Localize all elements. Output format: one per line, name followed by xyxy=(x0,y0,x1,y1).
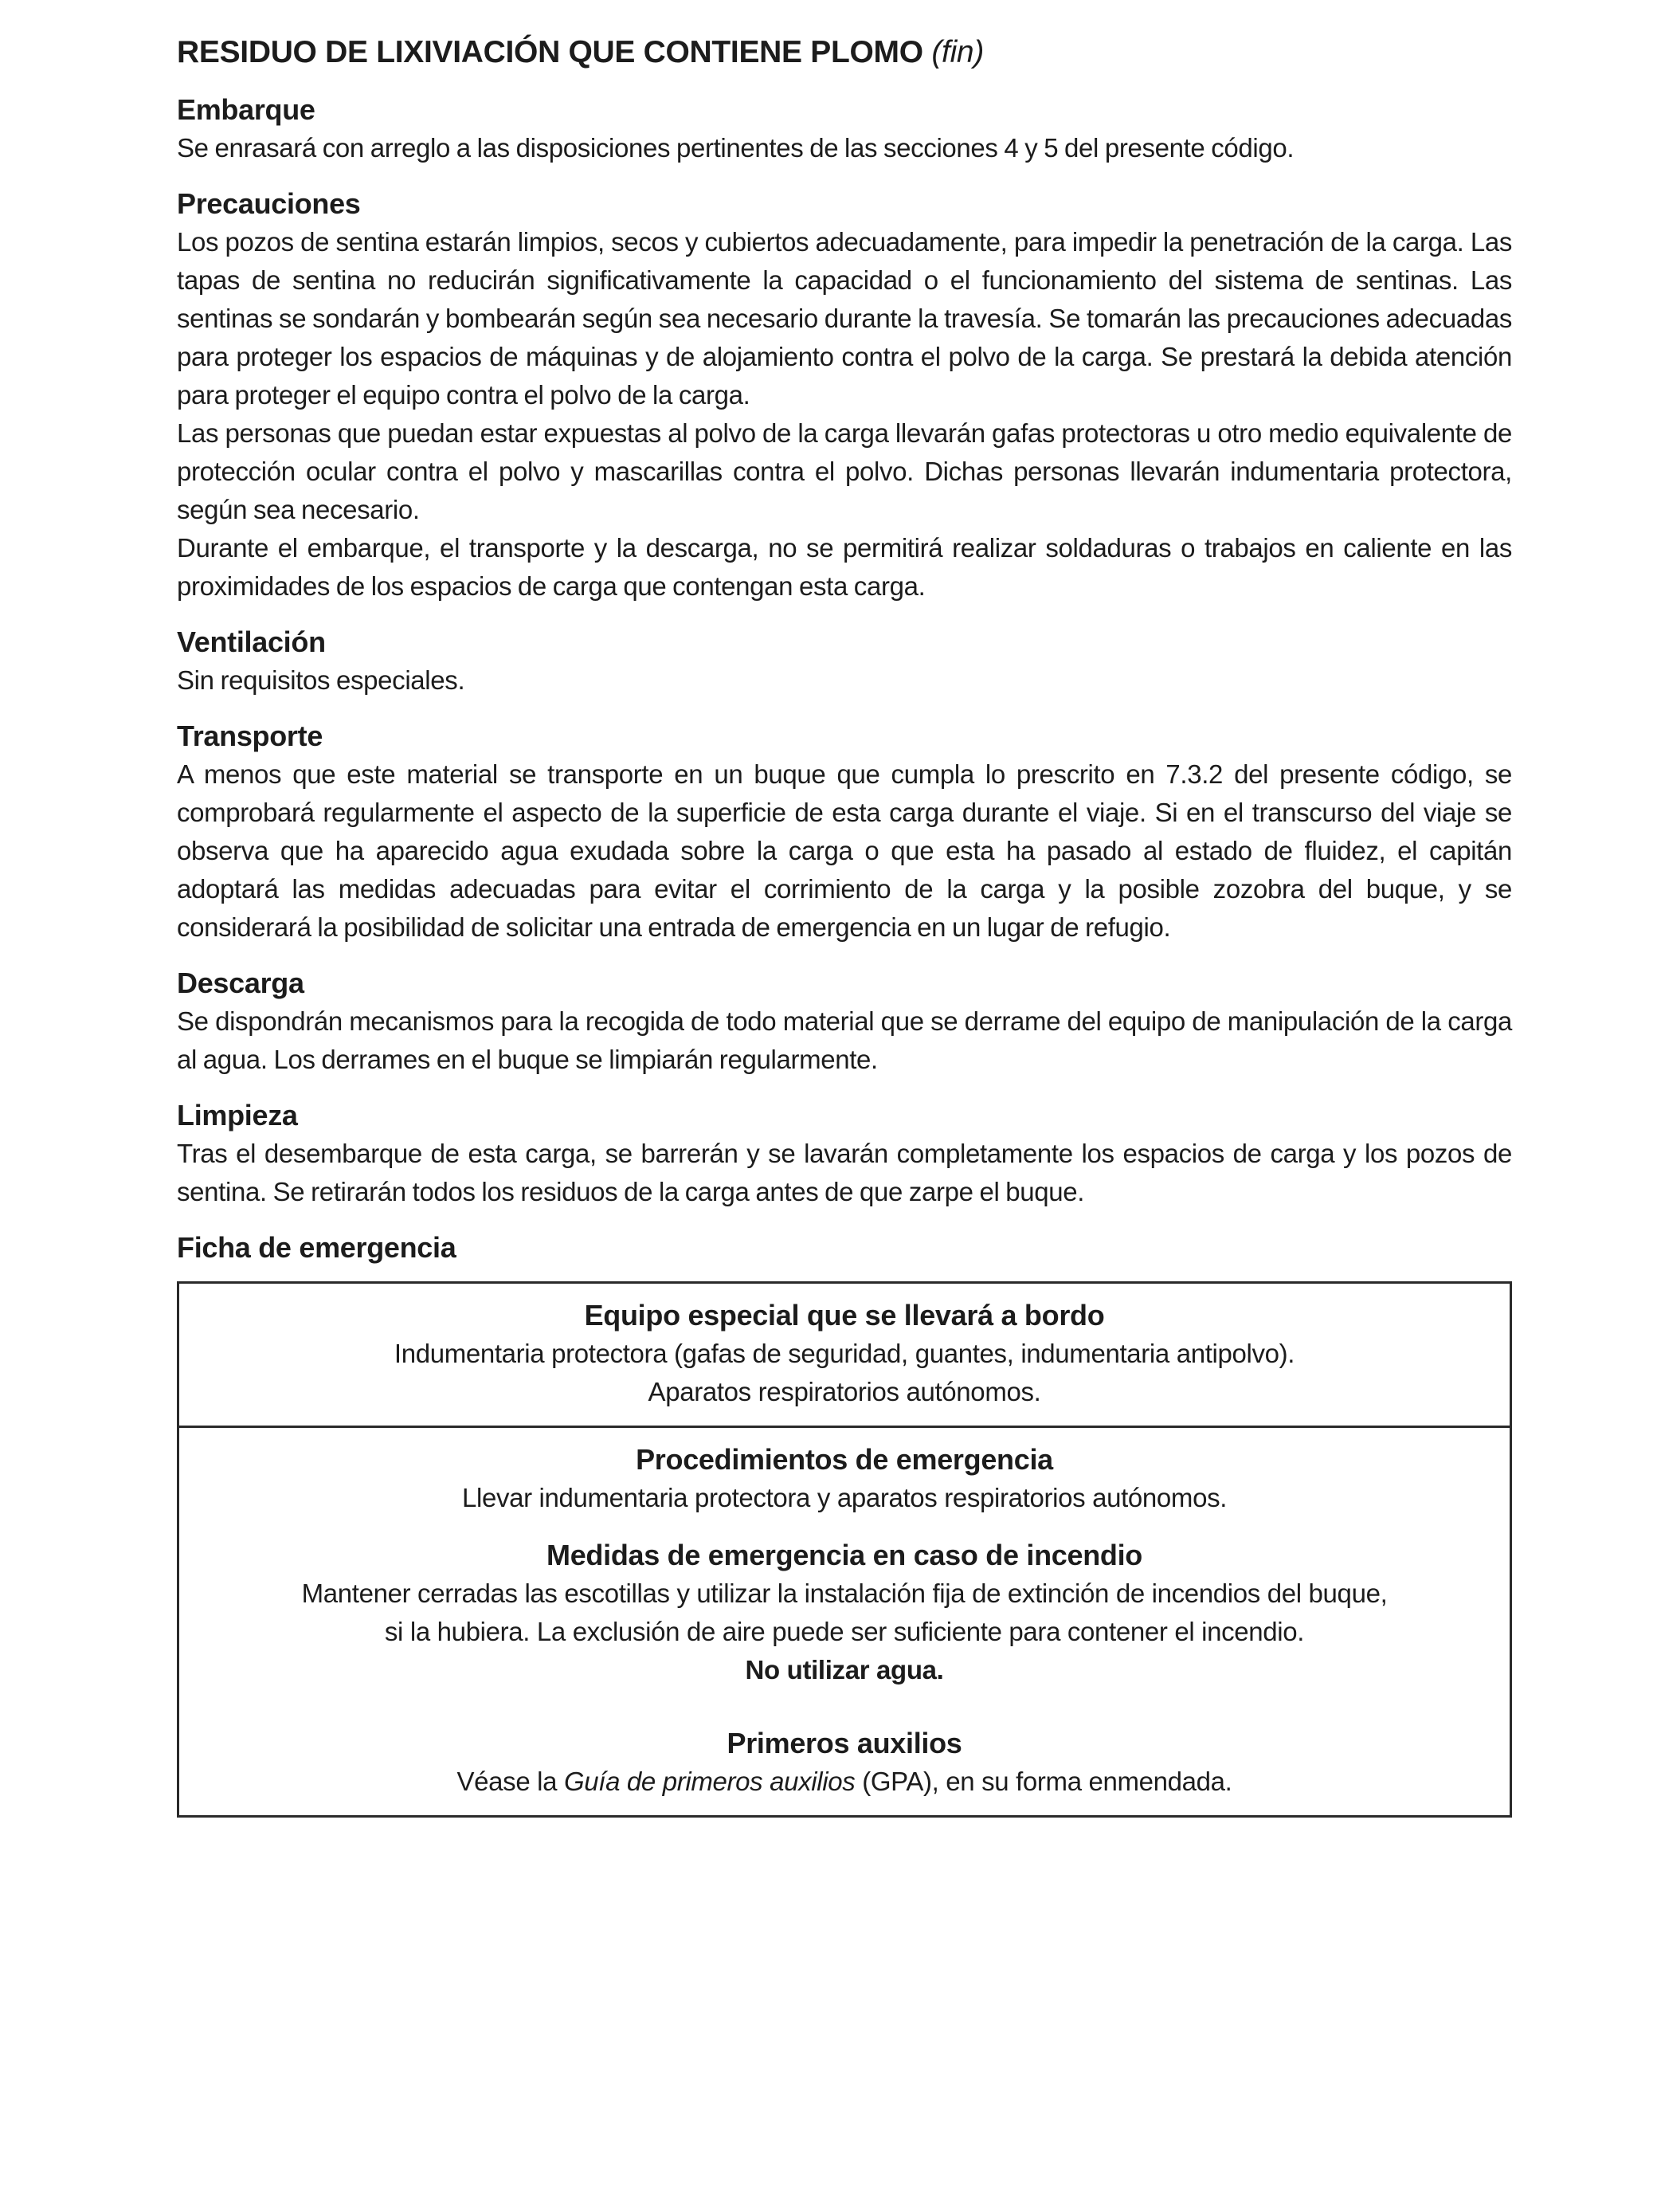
fire-line: Mantener cerradas las escotillas y utilizar la instalación fija de extinción de incendios del buque, xyxy=(301,1579,1388,1608)
fire-heading: Medidas de emergencia en caso de incendio xyxy=(546,1539,1142,1571)
title-text: RESIDUO DE LIXIVIACIÓN QUE CONTIENE PLOMO xyxy=(177,35,923,69)
fire-block xyxy=(187,1536,1502,1689)
section-paragraph: Los pozos de sentina estarán limpios, secos y cubiertos adecuadamente, para impedir la penetración de la carga. Las tapas de sentina no reducirán significativamente la capacidad o el funcionamiento del sistema de sentinas. Las sentinas se sondarán y bombearán según sea necesario durante la travesía. Se tomarán las precauciones adecuadas para proteger los espacios de máquinas y de alojamiento contra el polvo de la carga. Se prestará la debida atención para proteger el equipo contra el polvo de la carga. xyxy=(177,227,1512,410)
section-paragraph: Durante el embarque, el transporte y la descarga, no se permitirá realizar soldaduras o trabajos en caliente en las proximidades de los espacios de carga que contengan esta carga. xyxy=(177,533,1512,601)
section-heading: Transporte xyxy=(177,720,323,752)
first-aid-suffix: (GPA), en su forma enmendada. xyxy=(855,1767,1232,1796)
equipment-block xyxy=(187,1296,1502,1411)
procedures-block xyxy=(187,1441,1502,1517)
section-embarque xyxy=(177,91,1512,167)
section-heading: Embarque xyxy=(177,93,315,126)
fire-line: si la hubiera. La exclusión de aire puede ser suficiente para contener el incendio. xyxy=(384,1617,1305,1646)
section-descarga xyxy=(177,964,1512,1079)
procedures-heading: Procedimientos de emergencia xyxy=(636,1443,1053,1476)
title-continuation: (fin) xyxy=(931,35,985,69)
section-paragraph: Tras el desembarque de esta carga, se barrerán y se lavarán completamente los espacios de carga y los pozos de sentina. Se retirarán todos los residuos de la carga antes de que zarpe el buque. xyxy=(177,1139,1512,1206)
section-paragraph: A menos que este material se transporte en un buque que cumpla lo prescrito en 7.3.2 del presente código, se comprobará regularmente el aspecto de la superficie de esta carga durante el viaje. Si en el transcurso del viaje se observa que ha aparecido agua exudada sobre la carga o que esta ha pasado al estado de fluidez, el capitán adoptará las medidas adecuadas para evitar el corrimiento de la carga y la posible zozobra del buque, y se considerará la posibilidad de solicitar una entrada de emergencia en un lugar de refugio. xyxy=(177,759,1512,942)
section-heading: Precauciones xyxy=(177,187,361,220)
section-limpieza xyxy=(177,1096,1512,1211)
section-paragraph: Las personas que puedan estar expuestas al polvo de la carga llevarán gafas protectoras u otro medio equivalente de protección ocular contra el polvo y mascarillas contra el polvo. Dichas personas llevarán indumentaria protectora, según sea necesario. xyxy=(177,418,1512,524)
section-paragraph: Sin requisitos especiales. xyxy=(177,665,465,695)
first-aid-guide-title: Guía de primeros auxilios xyxy=(563,1767,856,1796)
emergency-procedures-cell xyxy=(179,1426,1510,1815)
procedures-line: Llevar indumentaria protectora y aparatos respiratorios autónomos. xyxy=(461,1483,1228,1512)
equipment-line: Aparatos respiratorios autónomos. xyxy=(648,1377,1041,1406)
section-paragraph: Se enrasará con arreglo a las disposiciones pertinentes de las secciones 4 y 5 del presente código. xyxy=(177,133,1295,163)
equipment-heading: Equipo especial que se llevará a bordo xyxy=(584,1299,1105,1332)
first-aid-prefix: Véase la xyxy=(456,1767,564,1796)
section-paragraph: Se dispondrán mecanismos para la recogida de todo material que se derrame del equipo de manipulación de la carga al agua. Los derrames en el buque se limpiarán regularmente. xyxy=(177,1006,1512,1074)
fire-warning: No utilizar agua. xyxy=(745,1655,944,1684)
emergency-sheet-box xyxy=(177,1281,1512,1818)
equipment-line: Indumentaria protectora (gafas de seguridad, guantes, indumentaria antipolvo). xyxy=(394,1339,1295,1368)
section-transporte xyxy=(177,717,1512,947)
document-title xyxy=(177,32,1512,73)
document-page xyxy=(177,32,1512,1818)
emergency-equipment-cell xyxy=(179,1284,1510,1426)
section-heading: Descarga xyxy=(177,967,304,999)
section-precauciones xyxy=(177,185,1512,606)
section-ventilacion xyxy=(177,623,1512,700)
section-heading: Limpieza xyxy=(177,1099,298,1131)
emergency-sheet-heading: Ficha de emergencia xyxy=(177,1231,456,1264)
section-heading: Ventilación xyxy=(177,626,326,658)
first-aid-block xyxy=(187,1724,1502,1801)
first-aid-line xyxy=(187,1763,1502,1801)
first-aid-heading: Primeros auxilios xyxy=(727,1727,962,1759)
